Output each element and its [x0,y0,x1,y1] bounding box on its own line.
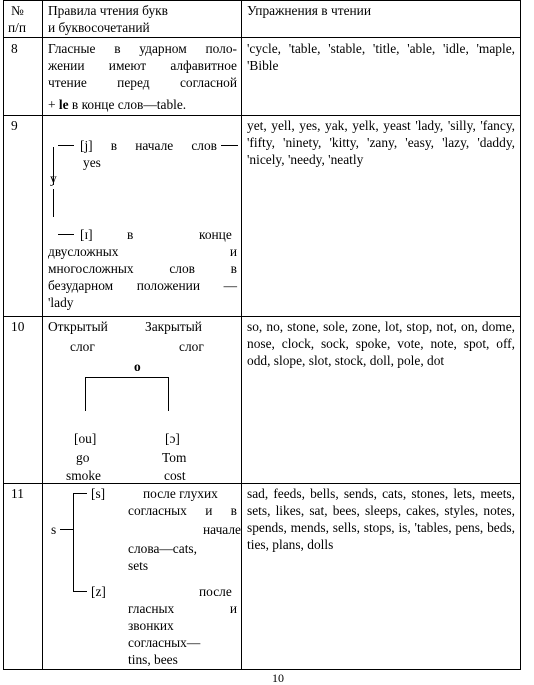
branch-line [58,234,74,235]
row-divider-header [3,37,521,38]
closed-sound: [ɔ] [165,431,180,446]
rules-table [3,0,521,670]
column-divider-1 [42,0,43,669]
column-divider-2 [241,0,242,669]
letter-o: o [134,359,141,374]
header-rules-line2: и буквосочетаний [48,20,150,35]
row-number: 8 [11,41,18,56]
letter-s: s [51,522,57,537]
page-number: 10 [272,671,284,685]
closed-example: cost [164,468,186,483]
exercise-text: so, no, stone, sole, zone, lot, stop, not, on, dome, nose, clock, sock, spoke, vote, note, spot, off, odd, slope, slot, stock, doll, pole, dot [247,319,515,368]
branch-line [221,145,238,146]
branch-text: после глухих [143,486,218,501]
rule-line: чтение перед согласной [48,75,237,90]
branch-text: двусложных и [48,244,237,259]
branch-text: безударном положении — [48,278,237,293]
branch-line [73,591,87,592]
syllable-word: слог [70,339,95,354]
branch-line [58,145,74,146]
branch-example: yes [83,155,101,170]
open-example: smoke [66,468,101,483]
rule-line-last [48,96,186,113]
branch-text: многосложных слов в [48,261,237,276]
header-exercises: Упражнения в чтении [247,3,372,18]
header-num-line1: № [11,3,24,18]
open-example: go [76,450,90,465]
table-border-bottom [3,669,521,670]
branch-line [60,529,74,530]
branch-line [85,377,86,411]
branch-text: звонких [128,618,174,633]
table-border-left [3,0,4,669]
branch-text: гласных и [128,601,237,616]
branch-line [53,189,54,217]
branch-sound: [ɪ] [80,227,93,242]
branch-label: [j] в начале слов [80,138,217,153]
branch-line [85,377,169,378]
syllable-word: слог [179,339,204,354]
branch-sound: [s] [91,486,106,501]
rule-line: жении имеют алфавитное [48,58,237,73]
header-rules-line1: Правила чтения букв [48,3,168,18]
open-syllable-label: Открытый [48,319,108,334]
closed-example: Tom [162,450,187,465]
branch-word: в [127,227,134,242]
row-divider-8 [3,115,521,116]
closed-syllable-label: Закрытый [145,319,202,334]
row-number: 9 [11,118,18,133]
branch-text: согласных— [128,635,201,650]
branch-example: 'lady [48,295,74,310]
branch-line [168,377,169,411]
open-sound: [ou] [74,431,97,446]
row-number: 11 [11,486,24,501]
table-border-top [3,0,521,1]
header-num-line2: п/п [8,20,27,35]
branch-line [73,493,87,494]
row-divider-9 [3,316,521,317]
rule-line: Гласные в ударном поло- [48,41,237,56]
row-number: 10 [11,319,25,334]
letter-y: y [50,171,57,186]
exercise-text: 'cycle, 'table, 'stable, 'title, 'able, 'idle, 'maple, 'Bible [247,41,515,73]
branch-example: tins, bees [128,652,178,667]
rule-plus: + [48,97,59,112]
rule-tail: в конце слов—table. [68,97,187,112]
branch-word: конце [199,227,232,242]
branch-sound: [z] [91,584,106,599]
table-border-right [520,0,521,669]
branch-line [73,493,74,592]
branch-text: согласных и в [128,503,237,518]
branch-example: sets [128,558,149,573]
exercise-text: yet, yell, yes, yak, yelk, yeast 'lady, 'silly, 'fancy, 'fifty, 'ninety, 'kitty, 'zany, 'easy, 'lazy, 'daddy, 'nicely, 'needy, 'neatly [247,118,515,167]
rule-suffix-le: le [58,97,69,112]
branch-text: после [199,584,232,599]
branch-text: начале [203,522,241,537]
branch-text: слова—cats, [128,541,197,556]
exercise-text: sad, feeds, bells, sends, cats, stones, lets, meets, sets, likes, sat, bees, sleeps, cakes, styles, notes, spends, mends, sells, stops, is, 'tables, pens, beds, ties, plans, dolls [247,486,515,552]
